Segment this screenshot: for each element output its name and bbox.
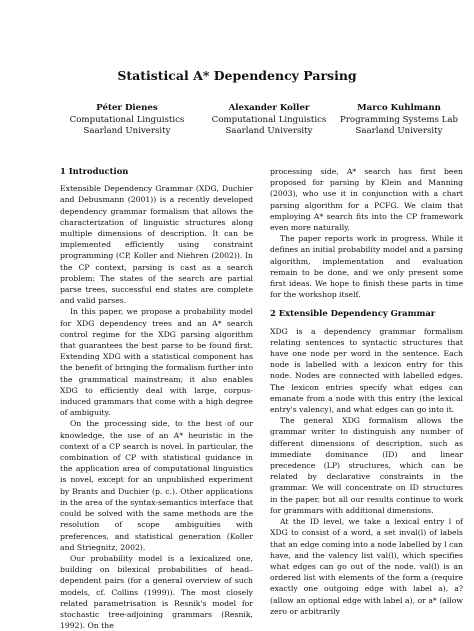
- paragraph: On the processing side, to the best of our knowledge, the use of an A* heuristic in the context of a CP search is novel. In particular, the combination of CP with statistical guidance in the application area of computational linguistics is novel, except for an unpublished experiment by Brants and Duchier (p. c.). Other applications in the area of the syntax-semantics interface that could be solved with the same methods are the resolution of scope ambiguities with preferences, and statistical generation (Koller and Striegnitz, 2002).: [60, 419, 253, 552]
- paragraph: Our probability model is a lexicalized one, building on bilexical probabilities of head–dependent pairs (for a general overview of such models, cf. Collins (1999)). The most closely related parametrisation is Resnik's model for stochastic tree-adjoining grammars (Resnik, 1992). On the: [60, 553, 253, 631]
- author-affiliation: Programming Systems Lab: [340, 114, 458, 125]
- paragraph: At the ID level, we take a lexical entry l of XDG to consist of a word, a set inval(l) of labels that an edge coming into a node labelled by l can have, and the valency list val(l), which specifies what edges can go out of the node. val(l) is an ordered list with elements of the form a (require exactly one outgoing edge with label a), a? (allow an optional edge with label a), or a* (allow zero or arbitrarily: [270, 517, 463, 616]
- section-heading-introduction: 1 Introduction: [60, 166, 129, 176]
- section-heading-xdg: 2 Extensible Dependency Grammar: [270, 308, 436, 319]
- author-name: Péter Dienes: [96, 103, 158, 113]
- author-university: Saarland University: [83, 126, 171, 136]
- left-column: [60, 166, 253, 631]
- right-column: [270, 166, 463, 617]
- author-block: [334, 103, 464, 138]
- paragraph: XDG is a dependency grammar formalism relating sentences to syntactic structures that have one node per word in the sentence. Each node is labelled with a lexicon entry for this node. Nodes are connected with labelled edges. The lexicon entries specify what edges can emanate from a node with this entry (the lexical entry's valency), and what edges can go into it.: [270, 326, 463, 415]
- paragraph: In this paper, we propose a probability model for XDG dependency trees and an A* search control regime for the XDG parsing algorithm that guarantees the best parse to be found first. Extending XDG with a statistical component has the benefit of bringing the formalism further into the grammatical mainstream; it also enables XDG to efficiently deal with large, corpus-induced grammars that come with a high degree of ambiguity.: [60, 307, 253, 418]
- author-block: [204, 103, 334, 138]
- paper-title: Statistical A* Dependency Parsing: [117, 68, 357, 83]
- author-affiliation: Computational Linguistics: [69, 114, 185, 125]
- author-name: Marco Kuhlmann: [357, 103, 441, 113]
- author-block: [62, 103, 192, 138]
- paragraph: Extensible Dependency Grammar (XDG, Duchier and Debusmann (2001)) is a recently developed dependency grammar formalism that allows the characterization of linguistic structures along multiple dimensions of description. It can be implemented efficiently using constraint programming (CP, Koller and Niehren (2002)). In the CP context, parsing is cast as a search problem: The states of the search are partial parse trees, successful end states are complete and valid parses.: [60, 184, 253, 306]
- author-university: Saarland University: [225, 126, 313, 136]
- author-affiliation: Computational Linguistics: [211, 114, 327, 125]
- author-name: Alexander Koller: [228, 103, 310, 113]
- paragraph: processing side, A* search has first been proposed for parsing by Klein and Manning (2003), who use it in conjunction with a chart parsing algorithm for a PCFG. We claim that employing A* search fits into the CP framework even more naturally.: [270, 167, 463, 233]
- paragraph: The paper reports work in progress. While it defines an initial probability model and a parsing algorithm, implementation and evaluation remain to be done, and we only present some first ideas. We hope to finish these parts in time for the workshop itself.: [270, 234, 463, 300]
- author-university: Saarland University: [355, 126, 443, 136]
- paragraph: The general XDG formalism allows the grammar writer to distinguish any number of different dimensions of description, such as immediate dominance (ID) and linear precedence (LP) structures, which can be related by declarative constraints in the grammar. We will concentrate on ID structures in the paper, but all our results continue to work for grammars with additional dimensions.: [270, 416, 463, 515]
